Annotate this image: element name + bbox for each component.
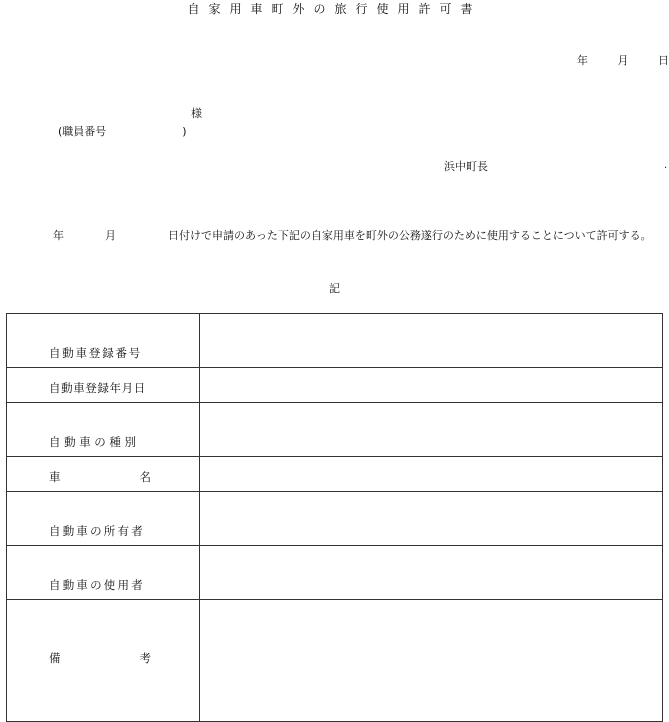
label-cell — [7, 546, 200, 600]
record-heading: 記 — [329, 282, 340, 295]
issue-date — [577, 52, 669, 68]
registration-date-field[interactable] — [200, 368, 663, 403]
table-row — [7, 457, 663, 492]
vehicle-name-label — [7, 469, 199, 491]
document-title: 自家用車町外の旅行使用許可書 — [187, 2, 482, 16]
remarks-label — [7, 650, 199, 672]
vehicle-name-field[interactable] — [200, 457, 663, 492]
employee-number-close: ) — [182, 125, 187, 138]
employee-number — [58, 123, 187, 139]
recipient-honorific: 様 — [191, 107, 202, 120]
date-month-label: 月 — [617, 54, 629, 67]
date-day-label: 日 — [658, 54, 669, 67]
vehicle-name-label-part2: 名 — [139, 470, 151, 484]
table-row — [7, 314, 663, 368]
registration-date-label: 自動車登録年月日 — [49, 381, 146, 395]
remarks-label-part1: 備 — [49, 650, 61, 665]
user-field[interactable] — [200, 546, 663, 600]
vehicle-detail-table — [6, 313, 663, 722]
issuer-seal-mark: . — [664, 160, 668, 171]
registration-number-field[interactable] — [200, 314, 663, 368]
vehicle-name-label-part1: 車 — [49, 470, 61, 484]
owner-field[interactable] — [200, 492, 663, 546]
remarks-field[interactable] — [200, 600, 663, 722]
owner-label: 自動車の所有者 — [49, 524, 145, 538]
table-row — [7, 546, 663, 600]
remarks-label-part2: 考 — [139, 650, 151, 665]
table-row — [7, 403, 663, 457]
user-label: 自動車の使用者 — [49, 578, 145, 592]
statement-month: 月 — [105, 229, 116, 242]
statement-text: 日付けで申請のあった下記の自家用車を町外の公務遂行のために使用することについて許可する。 — [168, 229, 652, 242]
permission-statement — [0, 228, 669, 244]
table-row — [7, 492, 663, 546]
label-cell — [7, 403, 200, 457]
vehicle-type-label: 自動車の種別 — [49, 435, 140, 449]
table-row — [7, 600, 663, 722]
date-year-label: 年 — [577, 54, 588, 67]
table-row — [7, 368, 663, 403]
label-cell — [7, 492, 200, 546]
label-cell — [7, 457, 200, 492]
label-cell — [7, 600, 200, 722]
employee-number-open: (職員番号 — [58, 125, 107, 138]
label-cell — [7, 368, 200, 403]
label-cell — [7, 314, 200, 368]
registration-number-label: 自動車登録番号 — [49, 346, 143, 360]
statement-year: 年 — [53, 229, 64, 242]
vehicle-type-field[interactable] — [200, 403, 663, 457]
issuer-name: 浜中町長 — [444, 160, 488, 173]
